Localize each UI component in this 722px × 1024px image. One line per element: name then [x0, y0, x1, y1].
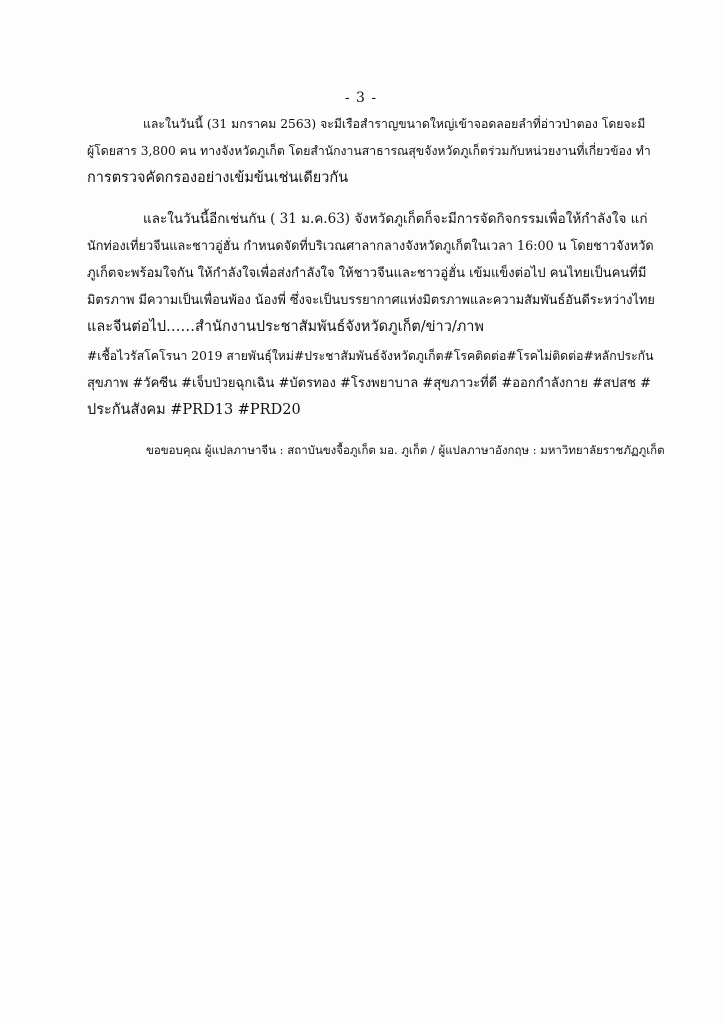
paragraph-line: สุขภาพ #วัคซีน #เจ็บป่วยฉุกเฉิน #บัตรทอง #โรงพยาบาล #สุขภาวะที่ดี #ออกกำลังกาย #สปสช #: [87, 376, 651, 391]
paragraph-line: นักท่องเที่ยวจีนและชาวอู่ฮั่น กำหนดจัดที่บริเวณศาลากลางจังหวัดภูเก็ตในเวลา 16:00 น โดยชาวจังหวัด: [87, 239, 654, 254]
paragraph-line: และในวันนี้ (31 มกราคม 2563) จะมีเรือสำราญขนาดใหญ่เข้าจอดลอยลำที่อ่าวป่าตอง โดยจะมี: [143, 117, 646, 131]
paragraph-line: ประกันสังคม #PRD13 #PRD20: [87, 402, 301, 418]
paragraph-line: และในวันนี้อีกเช่นกัน ( 31 ม.ค.63) จังหวัดภูเก็ตก็จะมีการจัดกิจกรรมเพื่อให้กำลังใจ แก่: [143, 211, 648, 227]
page-number: - 3 -: [344, 90, 378, 106]
paragraph-support-event: [87, 206, 655, 341]
paragraph-cruise-ship: [87, 111, 655, 192]
translator-credits: ขอขอบคุณ ผู้แปลภาษาจีน : สถาบันขงจื้อภูเก็ต มอ. ภูเก็ต / ผู้แปลภาษาอังกฤษ : มหาวิทยาลัยราชภัฏภูเก็ต: [146, 443, 665, 457]
paragraph-line: ภูเก็ตจะพร้อมใจกัน ให้กำลังใจเพื่อส่งกำลังใจ ให้ชาวจีนและชาวอู่ฮั่น เข้มแข็งต่อไป คนไทยเป็นคนที่มี: [87, 266, 647, 281]
paragraph-line: การตรวจคัดกรองอย่างเข้มข้นเช่นเดียวกัน: [87, 170, 349, 186]
paragraph-line: มิตรภาพ มีความเป็นเพื่อนพ้อง น้องพี่ ซึ่งจะเป็นบรรยากาศแห่งมิตรภาพและความสัมพันธ์อันดีระหว่างไทย: [87, 293, 655, 308]
paragraph-line: ผู้โดยสาร 3,800 คน ทางจังหวัดภูเก็ต โดยสำนักงานสาธารณสุขจังหวัดภูเก็ตร่วมกับหน่วยงานที่เกี่ยวข้อง ทำ: [87, 144, 651, 158]
paragraph-line: #เชื้อไวรัสโคโรนา 2019 สายพันธุ์ใหม่#ประชาสัมพันธ์จังหวัดภูเก็ต#โรคติดต่อ#โรคไม่ติดต่อ#หลักประกัน: [87, 349, 654, 363]
paragraph-line: และจีนต่อไป……สำนักงานประชาสัมพันธ์จังหวัดภูเก็ต/ข่าว/ภาพ: [87, 319, 484, 335]
paragraph-hashtags: [87, 343, 655, 424]
